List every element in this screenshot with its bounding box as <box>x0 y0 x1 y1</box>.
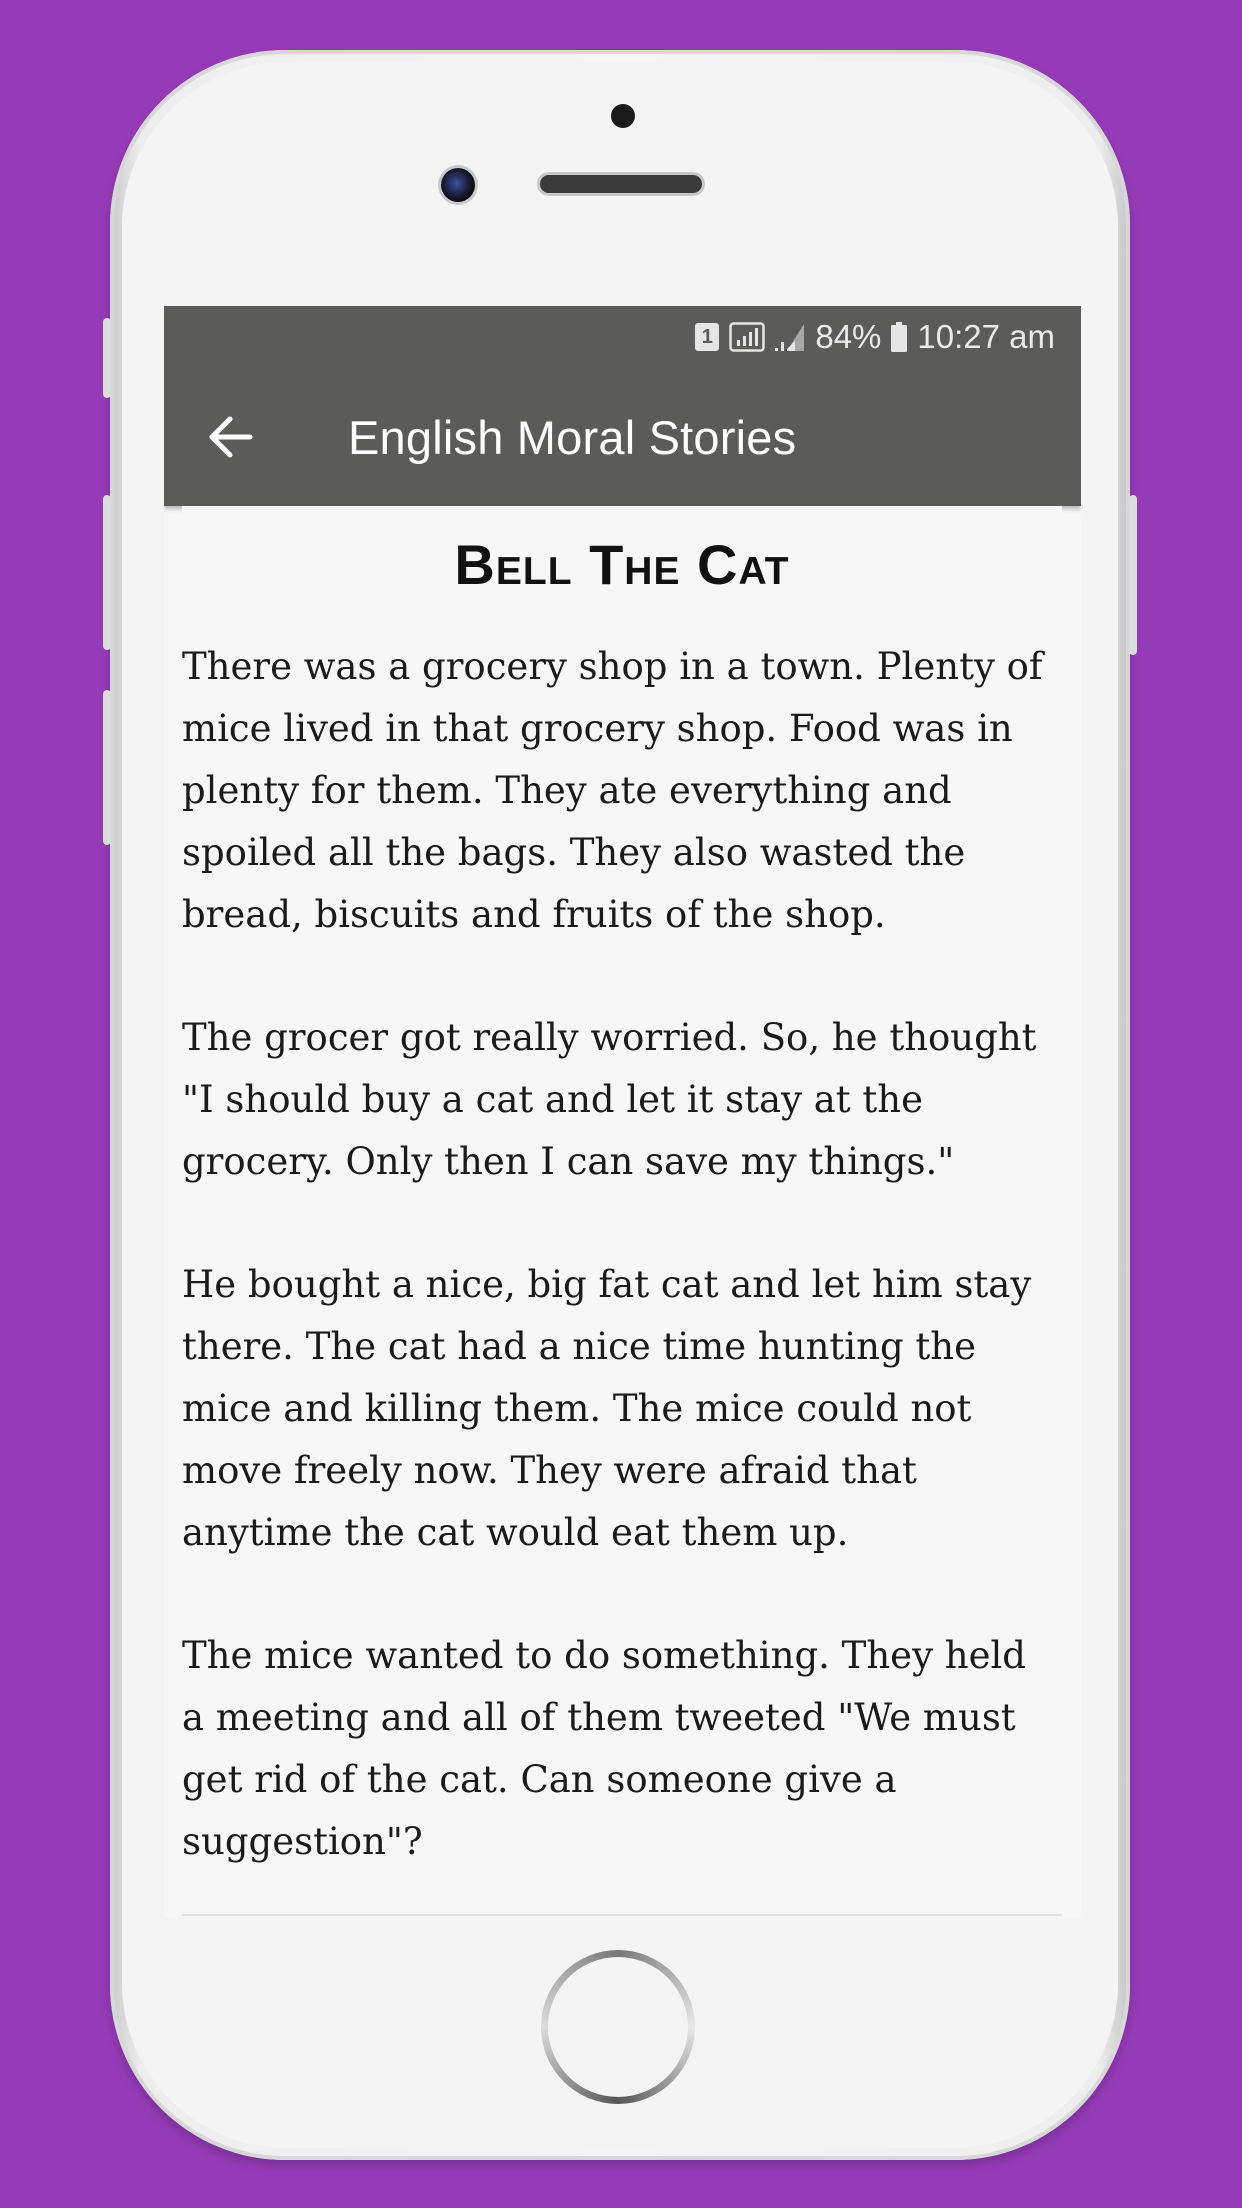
battery-icon <box>891 322 907 352</box>
story-paragraph: The mice wanted to do something. They held a meeting and all of them tweeted "We must get rid of the cat. Can someone give a suggestion"? <box>182 1634 1026 1863</box>
story-paragraph: He bought a nice, big fat cat and let him stay there. The cat had a nice time hunting the mice and killing them. The mice could not move freely now. They were afraid that anytime the cat would eat them up. <box>182 1263 1032 1554</box>
proximity-sensor <box>611 104 635 128</box>
app-title: English Moral Stories <box>348 411 797 464</box>
volume-up-button <box>103 495 111 650</box>
power-button <box>1129 495 1137 655</box>
story-paragraph: There was a grocery shop in a town. Plenty of mice lived in that grocery shop. Food was in plenty for them. They ate everything and spoiled all the bags. They also wasted the bread, biscuits and fruits of the shop. <box>182 645 1043 936</box>
story-body <box>182 636 1052 1918</box>
story-paragraph: The grocer got really worried. So, he thought "I should buy a cat and let it stay at the grocery. Only then I can save my things." <box>182 1016 1037 1183</box>
signal-strength-icon <box>775 322 805 352</box>
arrow-left-icon[interactable] <box>208 414 254 460</box>
clock: 10:27 am <box>917 318 1055 355</box>
sim-icon: 1 <box>695 323 719 351</box>
signal-box-icon <box>729 322 765 352</box>
front-camera <box>441 168 475 202</box>
phone-screen <box>164 306 1081 1918</box>
story-title: Bell The Cat <box>454 533 790 596</box>
app-bar <box>164 366 1081 506</box>
status-icons <box>695 318 1055 356</box>
volume-down-button <box>103 690 111 845</box>
story-content[interactable] <box>182 506 1062 1916</box>
battery-percent: 84% <box>815 318 882 355</box>
status-bar <box>164 306 1081 366</box>
mute-switch <box>103 318 111 398</box>
earpiece-speaker <box>540 175 702 193</box>
divider <box>182 1914 1062 1916</box>
home-button[interactable] <box>541 1950 695 2104</box>
